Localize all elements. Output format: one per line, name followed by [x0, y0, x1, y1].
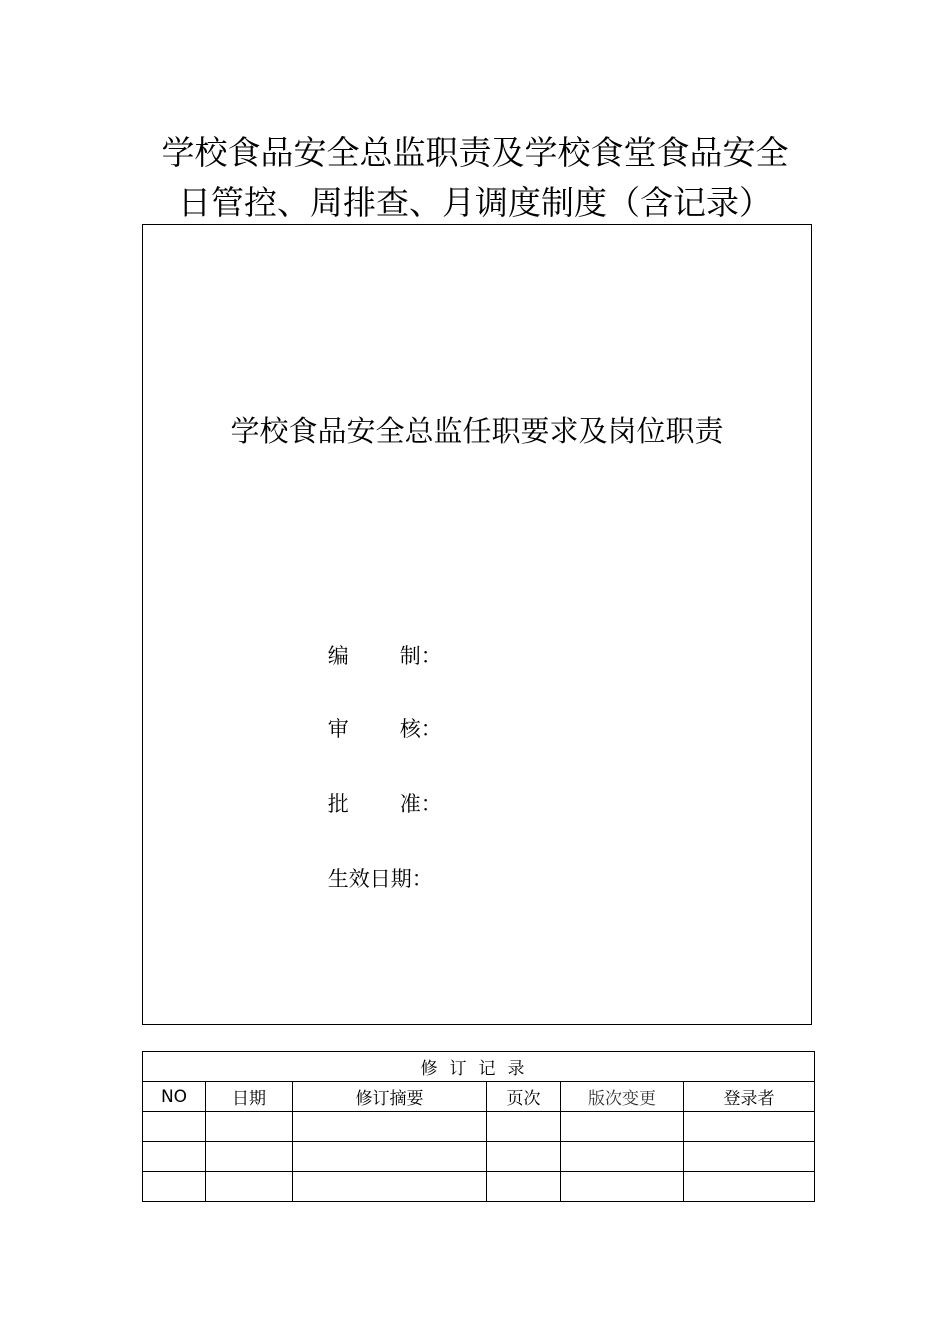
table-cell[interactable]: [684, 1112, 815, 1142]
table-cell[interactable]: [143, 1142, 206, 1172]
revision-record-table: [142, 1051, 815, 1202]
cover-heading: 学校食品安全总监任职要求及岗位职责: [230, 414, 724, 448]
document-title-line-2: 日管控、周排查、月调度制度（含记录）: [178, 183, 772, 222]
table-row: [143, 1172, 815, 1202]
compiled-by-label-a: 编: [327, 644, 349, 668]
reviewed-by-label-b: 核：: [399, 717, 442, 741]
revision-table-caption-row: [143, 1052, 815, 1082]
table-cell[interactable]: [143, 1172, 206, 1202]
table-cell[interactable]: [206, 1142, 293, 1172]
reviewed-by-label-a: 审: [327, 717, 349, 741]
approved-by-row: [301, 765, 442, 843]
header-recorder: 登录者: [684, 1082, 815, 1112]
table-cell[interactable]: [143, 1112, 206, 1142]
table-cell[interactable]: [293, 1142, 487, 1172]
header-version-change: 版次变更: [561, 1082, 684, 1112]
table-row: [143, 1142, 815, 1172]
table-cell[interactable]: [684, 1172, 815, 1202]
table-cell[interactable]: [561, 1172, 684, 1202]
revision-table-caption: 修订记录: [143, 1052, 815, 1082]
table-cell[interactable]: [487, 1142, 561, 1172]
table-cell[interactable]: [487, 1112, 561, 1142]
compiled-by-label-b: 制：: [399, 644, 442, 668]
header-date: 日期: [206, 1082, 293, 1112]
revision-table-header-row: [143, 1082, 815, 1112]
table-cell[interactable]: [206, 1172, 293, 1202]
table-cell[interactable]: [561, 1142, 684, 1172]
approved-by-label-a: 批: [327, 792, 349, 816]
effective-date-row: [301, 840, 433, 918]
effective-date-label: 生效日期：: [327, 867, 433, 891]
document-title-line-1: 学校食品安全总监职责及学校食堂食品安全: [161, 133, 789, 172]
approved-by-label-b: 准：: [399, 792, 442, 816]
table-cell[interactable]: [487, 1172, 561, 1202]
cover-box: [142, 224, 812, 1025]
table-cell[interactable]: [206, 1112, 293, 1142]
table-row: [143, 1112, 815, 1142]
header-page: 页次: [487, 1082, 561, 1112]
table-cell[interactable]: [684, 1142, 815, 1172]
table-cell[interactable]: [293, 1112, 487, 1142]
header-summary: 修订摘要: [293, 1082, 487, 1112]
table-cell[interactable]: [561, 1112, 684, 1142]
header-no: NO: [143, 1082, 206, 1112]
reviewed-by-row: [301, 690, 442, 768]
table-cell[interactable]: [293, 1172, 487, 1202]
compiled-by-row: [301, 617, 442, 695]
